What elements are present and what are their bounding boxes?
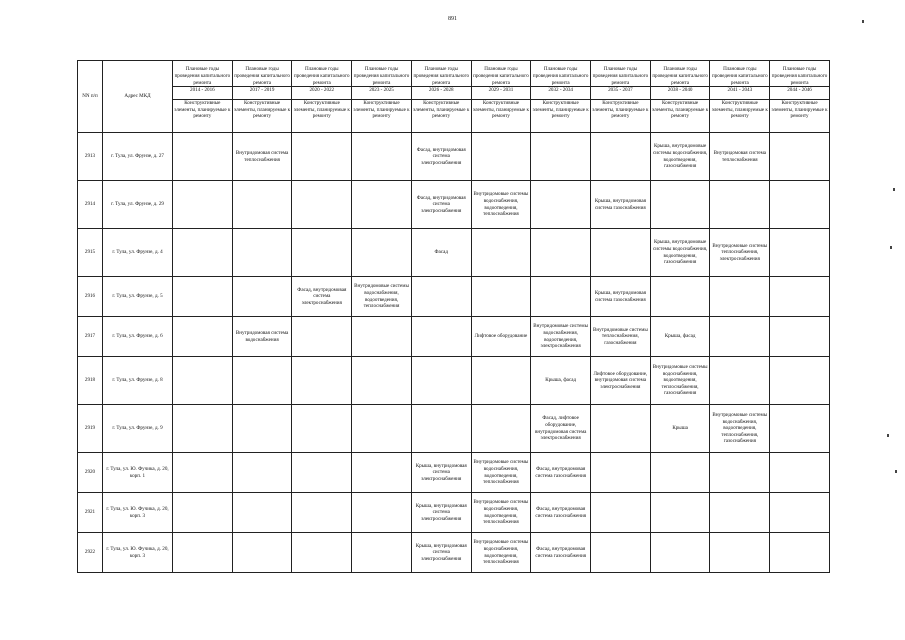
- repair-cell: [650, 277, 710, 317]
- period-years: 2044 - 2046: [770, 86, 829, 94]
- repair-cell: [173, 493, 233, 533]
- repair-cell: [411, 317, 471, 357]
- repair-cell: Крыша, внутридомовая система электроснабжения: [411, 453, 471, 493]
- repair-cell: Внутридомовая система теплоснабжения: [232, 133, 292, 181]
- repair-cell: [232, 357, 292, 405]
- period-title: Плановые годы проведения капитального ремонта: [294, 66, 350, 86]
- repair-cell: [471, 229, 531, 277]
- repair-cell: Крыша: [650, 405, 710, 453]
- repair-cell: [292, 405, 352, 453]
- header-elements-to-repair: Конструктивные элементы, планируемые к ремонту: [591, 100, 651, 133]
- row-address: г. Тула, ул. Фрунзе, д. 4: [103, 229, 173, 277]
- repair-cell: Внутридомовые системы водоснабжения, водоотведения, теплоснабжения: [471, 181, 531, 229]
- repair-cell: Фасад, внутридомовая система газоснабжения: [531, 493, 591, 533]
- repair-cell: [650, 533, 710, 573]
- repair-cell: [650, 493, 710, 533]
- header-period: [531, 61, 591, 100]
- repair-cell: [232, 405, 292, 453]
- row-number: 2922: [78, 533, 103, 573]
- header-period: [411, 61, 471, 100]
- period-title: Плановые годы проведения капитального ремонта: [413, 66, 470, 86]
- repair-cell: [650, 453, 710, 493]
- header-row-elements: [78, 100, 830, 133]
- row-number: 2917: [78, 317, 103, 357]
- repair-cell: Лифтовое оборудование: [471, 317, 531, 357]
- repair-cell: [352, 317, 412, 357]
- repair-cell: [352, 181, 412, 229]
- repair-cell: [352, 133, 412, 181]
- repair-cell: [770, 493, 830, 533]
- scan-mark: [887, 434, 889, 437]
- repair-cell: Внутридомовая система водоснабжения: [232, 317, 292, 357]
- scan-mark: [890, 246, 892, 249]
- header-elements-to-repair: Конструктивные элементы, планируемые к ремонту: [770, 100, 830, 133]
- repair-cell: [531, 277, 591, 317]
- repair-cell: Внутридомовые системы водоснабжения, водоотведения, теплоснабжения: [471, 493, 531, 533]
- repair-cell: [352, 357, 412, 405]
- header-elements-to-repair: Конструктивные элементы, планируемые к ремонту: [352, 100, 412, 133]
- repair-cell: Крыша, внутридомовая система электроснабжения: [411, 533, 471, 573]
- repair-cell: Внутридомовые системы водоснабжения, водоотведения, теплоснабжения: [352, 277, 412, 317]
- repair-cell: Фасад, внутридомовая система электроснабжения: [292, 277, 352, 317]
- repair-cell: Фасад, внутридомовая система газоснабжения: [531, 533, 591, 573]
- repair-cell: [411, 405, 471, 453]
- repair-cell: Внутридомовые системы водоснабжения, водоотведения, теплоснабжения, газоснабжения: [710, 405, 770, 453]
- period-title: Плановые годы проведения капитального ремонта: [592, 66, 649, 86]
- repair-cell: [292, 317, 352, 357]
- repair-cell: [471, 277, 531, 317]
- repair-cell: [770, 133, 830, 181]
- period-title: Плановые годы проведения капитального ремонта: [234, 66, 290, 86]
- repair-cell: [591, 533, 651, 573]
- repair-cell: Фасад: [411, 229, 471, 277]
- period-years: 2020 - 2022: [292, 86, 351, 94]
- repair-cell: [292, 533, 352, 573]
- repair-cell: [591, 133, 651, 181]
- repair-cell: [770, 453, 830, 493]
- header-address: Адрес МКД: [103, 61, 173, 133]
- repair-cell: [232, 229, 292, 277]
- table-header: [78, 61, 830, 133]
- table-row: [78, 317, 830, 357]
- table-row: [78, 181, 830, 229]
- repair-cell: [471, 133, 531, 181]
- repair-cell: [352, 533, 412, 573]
- repair-cell: [232, 533, 292, 573]
- period-title: Плановые годы проведения капитального ремонта: [473, 66, 529, 86]
- period-years: 2032 - 2034: [531, 86, 590, 94]
- period-title: Плановые годы проведения капитального ремонта: [652, 66, 708, 86]
- repair-cell: [173, 453, 233, 493]
- header-elements-to-repair: Конструктивные элементы, планируемые к ремонту: [471, 100, 531, 133]
- period-title: Плановые годы проведения капитального ремонта: [532, 66, 589, 86]
- repair-cell: [352, 405, 412, 453]
- scan-mark: [862, 20, 864, 23]
- row-number: 2919: [78, 405, 103, 453]
- repair-cell: Крыша, фасад: [531, 357, 591, 405]
- repair-cell: [232, 453, 292, 493]
- repair-cell: [173, 357, 233, 405]
- repair-cell: [650, 181, 710, 229]
- row-address: г. Тула, ул. Фрунзе, д. 27: [103, 133, 173, 181]
- row-address: г. Тула, ул. Фрунзе, д. 5: [103, 277, 173, 317]
- period-years: 2017 - 2019: [233, 86, 292, 94]
- period-years: 2041 - 2043: [710, 86, 769, 94]
- repair-cell: Внутридомовые системы водоснабжения, водоотведения, теплоснабжения: [471, 453, 531, 493]
- page-number: 891: [448, 16, 457, 22]
- header-period: [710, 61, 770, 100]
- repair-cell: Фасад, внутридомовая система газоснабжения: [531, 453, 591, 493]
- repair-cell: [770, 229, 830, 277]
- repair-cell: [292, 493, 352, 533]
- period-years: 2035 - 2037: [591, 86, 650, 94]
- repair-cell: [173, 133, 233, 181]
- header-elements-to-repair: Конструктивные элементы, планируемые к ремонту: [531, 100, 591, 133]
- repair-cell: [292, 133, 352, 181]
- repair-cell: [710, 493, 770, 533]
- repair-cell: [710, 357, 770, 405]
- row-number: 2921: [78, 493, 103, 533]
- repair-cell: Крыша, внутридомовая система электроснабжения: [411, 493, 471, 533]
- row-number: 2915: [78, 229, 103, 277]
- table-row: [78, 229, 830, 277]
- row-number: 2916: [78, 277, 103, 317]
- repair-cell: [173, 181, 233, 229]
- repair-cell: Внутридомовые системы теплоснабжения, электроснабжения: [710, 229, 770, 277]
- table-body: [78, 133, 830, 573]
- header-period: [173, 61, 233, 100]
- repair-cell: [591, 453, 651, 493]
- period-years: 2038 - 2040: [651, 86, 710, 94]
- repair-cell: Внутридомовые системы теплоснабжения, газоснабжения: [591, 317, 651, 357]
- repair-cell: Фасад, лифтовое оборудование, внутридомовая система электроснабжения: [531, 405, 591, 453]
- repair-cell: [710, 181, 770, 229]
- row-address: г. Тула, ул. Фрунзе, д. 29: [103, 181, 173, 229]
- table-row: [78, 357, 830, 405]
- repair-cell: [232, 181, 292, 229]
- repair-cell: Крыша, внутридомовая система газоснабжения: [591, 181, 651, 229]
- repair-cell: Внутридомовая система теплоснабжения: [710, 133, 770, 181]
- header-elements-to-repair: Конструктивные элементы, планируемые к ремонту: [292, 100, 352, 133]
- repair-cell: [770, 277, 830, 317]
- header-period: [650, 61, 710, 100]
- header-period: [352, 61, 412, 100]
- repair-cell: [232, 493, 292, 533]
- row-number: 2918: [78, 357, 103, 405]
- row-number: 2920: [78, 453, 103, 493]
- repair-cell: [710, 533, 770, 573]
- repair-cell: Крыша, фасад: [650, 317, 710, 357]
- period-title: Плановые годы проведения капитального ремонта: [712, 66, 768, 86]
- header-period: [292, 61, 352, 100]
- repair-cell: [471, 405, 531, 453]
- repair-cell: [352, 493, 412, 533]
- row-address: г. Тула, ул. Ю. Фучика, д. 20, корп. 3: [103, 493, 173, 533]
- header-elements-to-repair: Конструктивные элементы, планируемые к ремонту: [173, 100, 233, 133]
- row-number: 2913: [78, 133, 103, 181]
- repair-cell: Крыша, внутридомовая система газоснабжения: [591, 277, 651, 317]
- period-title: Плановые годы проведения капитального ремонта: [771, 66, 828, 86]
- repair-cell: [591, 493, 651, 533]
- repair-cell: [710, 453, 770, 493]
- repair-cell: Фасад, внутридомовая система электроснабжения: [411, 181, 471, 229]
- repair-cell: [531, 181, 591, 229]
- repair-cell: Крыша, внутридомовые системы водоснабжения, водоотведения, газоснабжения: [650, 133, 710, 181]
- period-years: 2026 - 2028: [412, 86, 471, 94]
- repair-cell: [770, 405, 830, 453]
- repair-cell: [770, 533, 830, 573]
- repair-cell: [591, 229, 651, 277]
- table-row: [78, 533, 830, 573]
- header-number: NN п/п: [78, 61, 103, 133]
- repair-cell: [411, 277, 471, 317]
- row-address: г. Тула, ул. Фрунзе, д. 6: [103, 317, 173, 357]
- row-address: г. Тула, ул. Ю. Фучика, д. 20, корп. 1: [103, 453, 173, 493]
- repair-cell: [173, 405, 233, 453]
- repair-cell: [232, 277, 292, 317]
- capital-repair-schedule-table: [77, 60, 830, 573]
- period-years: 2014 - 2016: [173, 86, 232, 94]
- repair-cell: [471, 357, 531, 405]
- repair-cell: [352, 453, 412, 493]
- repair-cell: Внутридомовые системы водоснабжения, водоотведения, теплоснабжения, газоснабжения: [650, 357, 710, 405]
- period-title: Плановые годы проведения капитального ремонта: [353, 66, 410, 86]
- repair-cell: [292, 357, 352, 405]
- repair-cell: [292, 453, 352, 493]
- repair-cell: Крыша, внутридомовые системы водоснабжения, водоотведения, газоснабжения: [650, 229, 710, 277]
- repair-cell: [770, 181, 830, 229]
- repair-cell: Внутридомовые системы водоснабжения, водоотведения, электроснабжения: [531, 317, 591, 357]
- repair-cell: [411, 357, 471, 405]
- repair-cell: [770, 317, 830, 357]
- table-row: [78, 453, 830, 493]
- header-row-periods: [78, 61, 830, 100]
- table-row: [78, 493, 830, 533]
- table-row: [78, 133, 830, 181]
- header-period: [232, 61, 292, 100]
- repair-cell: [531, 229, 591, 277]
- table-row: [78, 405, 830, 453]
- header-period: [591, 61, 651, 100]
- repair-cell: [173, 277, 233, 317]
- period-years: 2029 - 2031: [472, 86, 531, 94]
- repair-cell: [292, 229, 352, 277]
- repair-cell: Фасад, внутридомовая система электроснабжения: [411, 133, 471, 181]
- repair-cell: [710, 317, 770, 357]
- repair-cell: [770, 357, 830, 405]
- row-address: г. Тула, ул. Ю. Фучика, д. 20, корп. 3: [103, 533, 173, 573]
- table-row: [78, 277, 830, 317]
- header-elements-to-repair: Конструктивные элементы, планируемые к ремонту: [650, 100, 710, 133]
- header-period: [770, 61, 830, 100]
- repair-cell: [173, 229, 233, 277]
- row-address: г. Тула, ул. Фрунзе, д. 8: [103, 357, 173, 405]
- header-period: [471, 61, 531, 100]
- scan-mark: [895, 470, 897, 473]
- repair-cell: [531, 133, 591, 181]
- repair-cell: [352, 229, 412, 277]
- period-years: 2023 - 2025: [352, 86, 411, 94]
- repair-cell: Внутридомовые системы водоснабжения, водоотведения, теплоснабжения: [471, 533, 531, 573]
- row-number: 2914: [78, 181, 103, 229]
- repair-cell: [173, 533, 233, 573]
- row-address: г. Тула, ул. Фрунзе, д. 9: [103, 405, 173, 453]
- period-title: Плановые годы проведения капитального ремонта: [174, 66, 231, 86]
- scan-mark: [893, 188, 895, 191]
- header-elements-to-repair: Конструктивные элементы, планируемые к ремонту: [232, 100, 292, 133]
- header-elements-to-repair: Конструктивные элементы, планируемые к ремонту: [710, 100, 770, 133]
- repair-cell: Лифтовое оборудование, внутридомовая система электроснабжения: [591, 357, 651, 405]
- repair-cell: [710, 277, 770, 317]
- header-elements-to-repair: Конструктивные элементы, планируемые к ремонту: [411, 100, 471, 133]
- repair-cell: [292, 181, 352, 229]
- repair-cell: [173, 317, 233, 357]
- repair-cell: [591, 405, 651, 453]
